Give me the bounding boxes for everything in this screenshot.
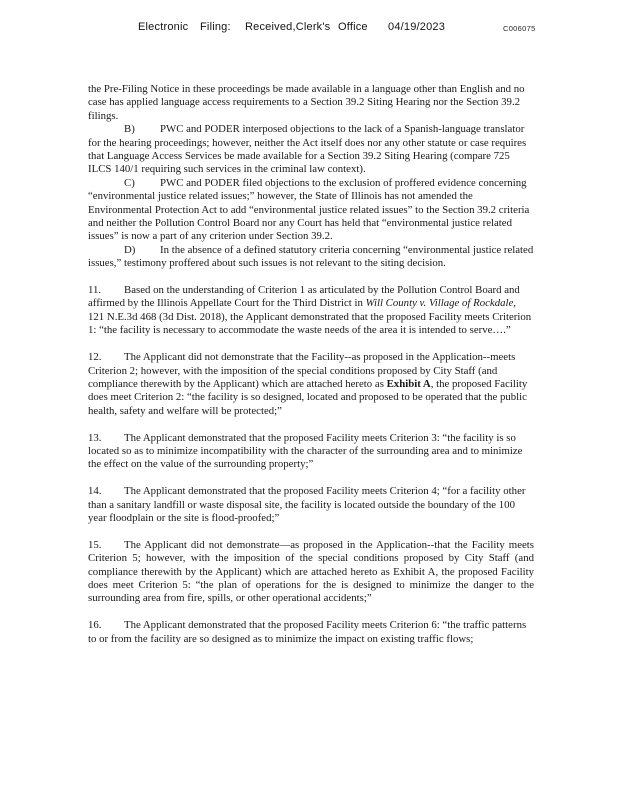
paragraph-number: 14. xyxy=(88,485,102,498)
paragraph-text: The Applicant demonstrated that the proposed Facility meets Criterion 3: “the facility is so located so as to minimize incompatibility with the character of the surrounding area and to minimize the effect on the value of the surrounding property;” xyxy=(88,431,523,471)
paragraph-11 xyxy=(88,284,534,338)
sub-paragraph-label: D) xyxy=(124,243,136,256)
sub-paragraph-b xyxy=(88,123,534,177)
paragraph-text: The Applicant did not demonstrate—as proposed in the Application--that the Facility meets Criterion 5; however, with the imposition of the special conditions proposed by City Staff (and compliance therewith by the Applicant) which are attached hereto as Exhibit A, the proposed Facility does meet Criterion 5: “the plan of operations for the is designed to minimize the danger to the surrounding area from fire, spills, or other operational accidents;” xyxy=(88,538,534,605)
paragraph-text: The Applicant demonstrated that the proposed Facility meets Criterion 6: “the traffic patterns to or from the facility are so designed as to minimize the impact on existing traffic flows; xyxy=(88,619,527,645)
paragraph-15 xyxy=(88,539,534,606)
paragraph-number: 15. xyxy=(88,538,102,551)
sub-paragraph-text: PWC and PODER interposed objections to the lack of a Spanish-language translator for the hearing proceedings; however, neither the Act itself does nor any other statute or case requires that Language Access Services be made available for a Section 39.2 Siting Hearing (compare 725 ILCS 140/1 requiring such services in the criminal law context). xyxy=(88,123,527,176)
document-body xyxy=(88,83,534,646)
sub-paragraph-d xyxy=(88,244,534,271)
paragraph-continuation: the Pre-Filing Notice in these proceedings be made available in a language other than English and no case has applied language access requirements to a Section 39.2 Siting Hearing nor the Section 39.2 filings. xyxy=(88,83,525,122)
paragraph-text: Based on the understanding of Criterion 1 as articulated by the Pollution Control Board and affirmed by the Illinois Appellate Court for the Third District in xyxy=(88,284,520,310)
efiling-stamp xyxy=(0,21,618,37)
paragraph-text: The Applicant demonstrated that the proposed Facility meets Criterion 4; “for a facility other than a sanitary landfill or waste disposal site, the facility is located outside the boundary of the 100 year floodplain or the site is flood-proofed;” xyxy=(88,485,526,524)
exhibit-reference: Exhibit A xyxy=(386,377,431,390)
paragraph-number: 13. xyxy=(88,431,102,444)
sub-paragraph-c xyxy=(88,177,534,244)
sub-paragraph-label: C) xyxy=(124,176,135,189)
paragraph-text: , the proposed Facility does meet Criterion 2: “the facility is so designed, located and proposed to be operated that the public health, safety and welfare will be protected;” xyxy=(88,377,528,417)
stamp-date: 04/19/2023 xyxy=(388,21,446,33)
sub-paragraph-text: PWC and PODER filed objections to the exclusion of proffered evidence concerning “environmental justice related issues;” however, the State of Illinois has not amended the Environmental Protection Act to add “environmental justice related issues” to the Section 39.2 criteria and neither the Pollution Control Board nor any Court has held that “environmental justice related issues” is now a part of any criterion under Section 39.2. xyxy=(88,176,530,243)
paragraph-13 xyxy=(88,432,534,472)
stamp-word: Filing: xyxy=(200,21,231,33)
paragraph-number: 12. xyxy=(88,351,102,364)
stamp-word: Electronic xyxy=(138,21,189,33)
paragraph-text: , 121 N.E.3d 468 (3d Dist. 2018), the Applicant demonstrated that the proposed Facility meets Criterion 1: “the facility is necessary to accommodate the waste needs of the area it is intended to serve….” xyxy=(88,297,532,337)
case-citation: Will County v. Village of Rockdale xyxy=(365,297,514,310)
paragraph-number: 11. xyxy=(88,284,102,297)
document-number: C006075 xyxy=(503,24,536,33)
paragraph-16 xyxy=(88,619,534,646)
paragraph-14 xyxy=(88,485,534,525)
sub-paragraph-label: B) xyxy=(124,123,135,136)
stamp-word: Office xyxy=(338,21,368,33)
paragraph-number: 16. xyxy=(88,619,102,632)
paragraph-12 xyxy=(88,351,534,418)
stamp-word: Received,Clerk's xyxy=(245,21,331,33)
sub-paragraph-text: In the absence of a defined statutory criteria concerning “environmental justice related issues,” testimony proffered about such issues is not relevant to the siting decision. xyxy=(88,243,534,270)
paragraph-text: The Applicant did not demonstrate that the Facility--as proposed in the Application--meets Criterion 2; however, with the imposition of the special conditions proposed by City Staff (and compliance therewith by the Applicant) which are attached hereto as xyxy=(88,351,516,390)
